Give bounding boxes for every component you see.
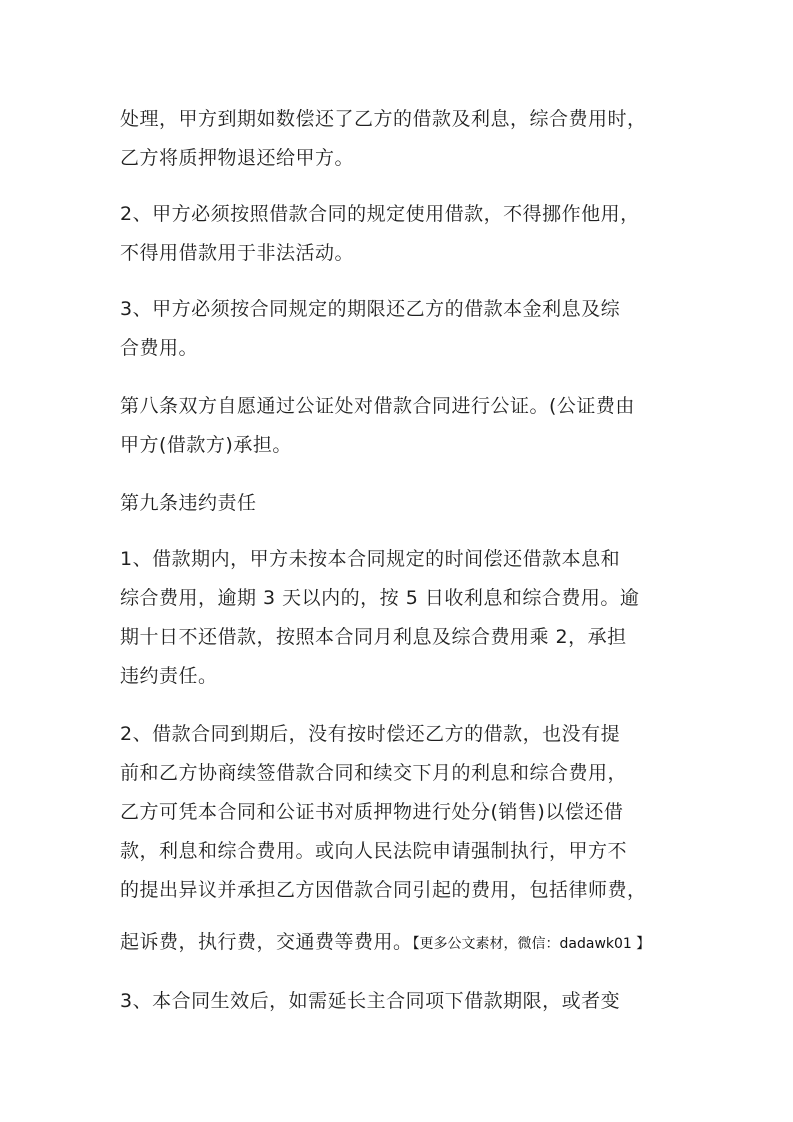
watermark-note: 【更多公文素材，微信：dadawk01 】 (412, 936, 651, 952)
paragraph-line: 乙方将质押物退还给甲方。 (120, 147, 355, 169)
paragraph-line: 2、借款合同到期后，没有按时偿还乙方的借款，也没有提 (120, 723, 621, 745)
paragraph-line: 2、甲方必须按照借款合同的规定使用借款，不得挪作他用， (120, 203, 640, 225)
paragraph-line: 款，利息和综合费用。或向人民法院申请强制执行，甲方不 (120, 840, 628, 862)
paragraph-line: 不得用借款用于非法活动。 (120, 242, 355, 264)
paragraph-line: 甲方(借款方)承担。 (120, 434, 292, 456)
paragraph-line: 综合费用，逾期 3 天以内的，按 5 日收利息和综合费用。逾 (120, 587, 640, 609)
paragraph-line (120, 929, 680, 957)
paragraph-line: 第八条双方自愿通过公证处对借款合同进行公证。(公证费由 (120, 395, 635, 417)
paragraph-line: 1、借款期内，甲方未按本合同规定的时间偿还借款本息和 (120, 548, 621, 570)
paragraph-line: 处理，甲方到期如数偿还了乙方的借款及利息，综合费用时， (120, 108, 647, 130)
paragraph-line: 违约责任。 (120, 665, 218, 687)
section-heading: 第九条违约责任 (120, 492, 257, 514)
paragraph-line: 乙方可凭本合同和公证书对质押物进行处分(销售)以偿还借 (120, 801, 624, 823)
paragraph-line: 的提出异议并承担乙方因借款合同引起的费用，包括律师费， (120, 879, 647, 901)
paragraph-line: 3、甲方必须按合同规定的期限还乙方的借款本金利息及综 (120, 298, 621, 320)
paragraph-line: 期十日不还借款，按照本合同月利息及综合费用乘 2，承担 (120, 626, 627, 648)
paragraph-line: 前和乙方协商续签借款合同和续交下月的利息和综合费用， (120, 762, 628, 784)
paragraph-line: 合费用。 (120, 337, 199, 359)
paragraph-text: 起诉费，执行费，交通费等费用。 (120, 931, 413, 953)
paragraph-line: 3、本合同生效后，如需延长主合同项下借款期限，或者变 (120, 990, 621, 1012)
